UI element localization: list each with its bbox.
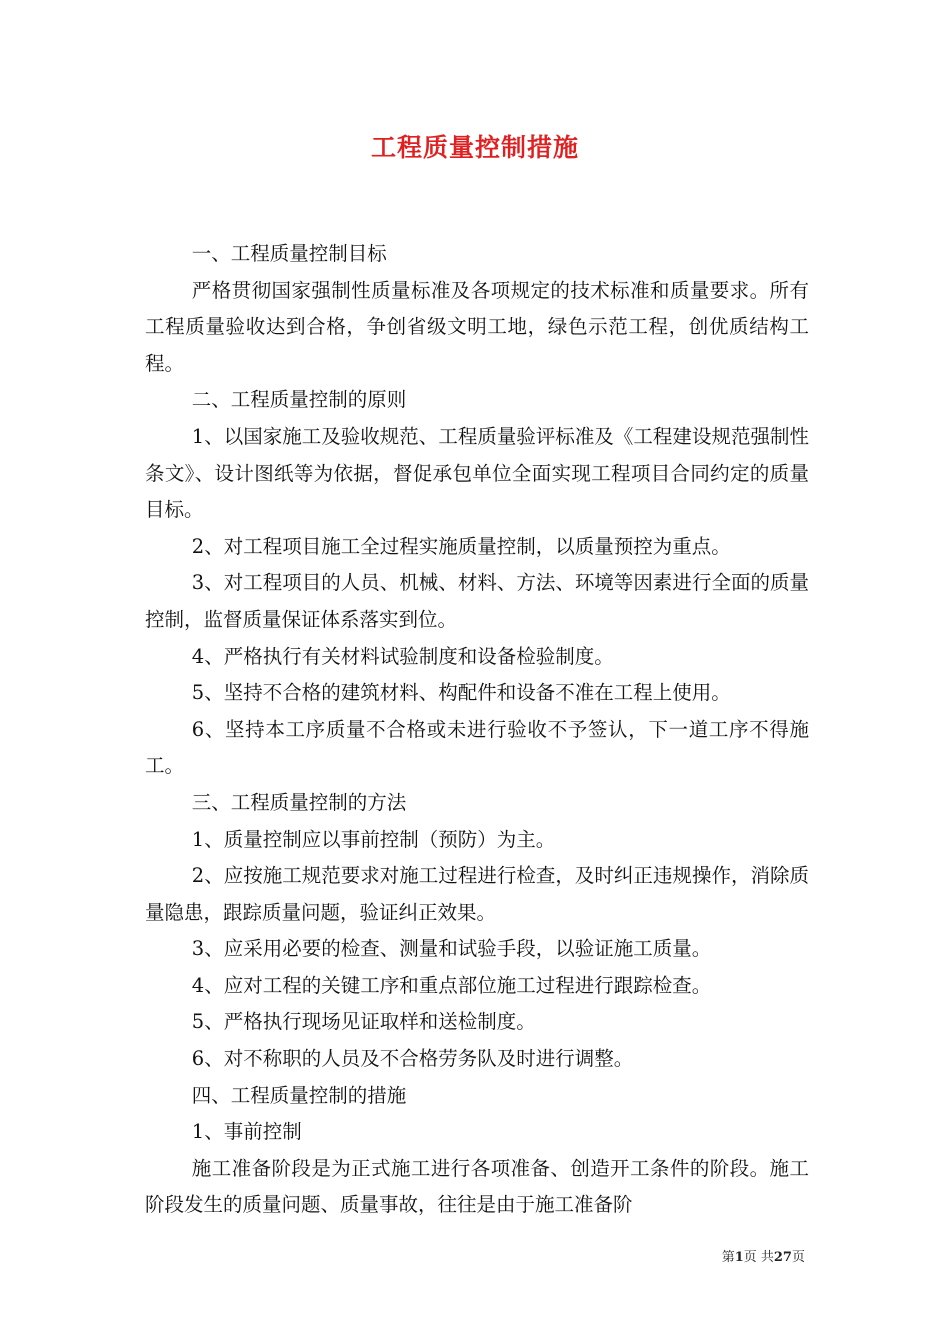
body-paragraph: 3、应采用必要的检查、测量和试验手段，以验证施工质量。 — [191, 937, 712, 961]
footer-suffix: 页 — [791, 1250, 805, 1265]
footer-middle: 页 共 — [743, 1250, 774, 1265]
total-page-count: 27 — [773, 1250, 792, 1265]
document-body — [145, 236, 809, 1224]
footer-prefix: 第 — [721, 1250, 735, 1265]
section-heading: 一、工程质量控制目标 — [191, 242, 387, 265]
body-paragraph: 5、严格执行现场见证取样和送检制度。 — [191, 1010, 536, 1034]
body-paragraph: 1、以国家施工及验收规范、工程质量验评标准及《工程建设规范强制性条文》、设计图纸等为依据，督促承包单位全面实现工程项目合同约定的质量目标。 — [145, 424, 809, 522]
page-title: 工程质量控制措施 — [370, 133, 579, 162]
body-paragraph: 2、应按施工规范要求对施工过程进行检查，及时纠正违规操作，消除质量隐患，跟踪质量问题，验证纠正效果。 — [145, 864, 809, 924]
section-heading: 四、工程质量控制的措施 — [191, 1083, 407, 1107]
section-heading: 二、工程质量控制的原则 — [191, 388, 407, 412]
body-paragraph: 4、应对工程的关键工序和重点部位施工过程进行跟踪检查。 — [191, 973, 712, 997]
body-paragraph: 1、事前控制 — [191, 1120, 302, 1144]
body-paragraph: 1、质量控制应以事前控制（预防）为主。 — [191, 827, 556, 851]
current-page-number: 1 — [734, 1250, 744, 1265]
body-paragraph: 3、对工程项目的人员、机械、材料、方法、环境等因素进行全面的质量控制，监督质量保证体系落实到位。 — [145, 571, 809, 631]
body-paragraph: 5、坚持不合格的建筑材料、构配件和设备不准在工程上使用。 — [191, 681, 731, 705]
body-paragraph: 6、坚持本工序质量不合格或未进行验收不予签认，下一道工序不得施工。 — [145, 717, 809, 778]
body-paragraph: 6、对不称职的人员及不合格劳务队及时进行调整。 — [191, 1047, 634, 1071]
body-paragraph: 4、严格执行有关材料试验制度和设备检验制度。 — [191, 644, 614, 668]
page-number-footer — [0, 1246, 805, 1265]
section-heading: 三、工程质量控制的方法 — [191, 790, 407, 814]
body-paragraph: 2、对工程项目施工全过程实施质量控制，以质量预控为重点。 — [191, 534, 731, 558]
body-paragraph: 严格贯彻国家强制性质量标准及各项规定的技术标准和质量要求。所有工程质量验收达到合格，争创省级文明工地，绿色示范工程，创优质结构工程。 — [145, 278, 809, 375]
body-paragraph: 施工准备阶段是为正式施工进行各项准备、创造开工条件的阶段。施工阶段发生的质量问题、质量事故，往往是由于施工准备阶 — [145, 1156, 809, 1217]
